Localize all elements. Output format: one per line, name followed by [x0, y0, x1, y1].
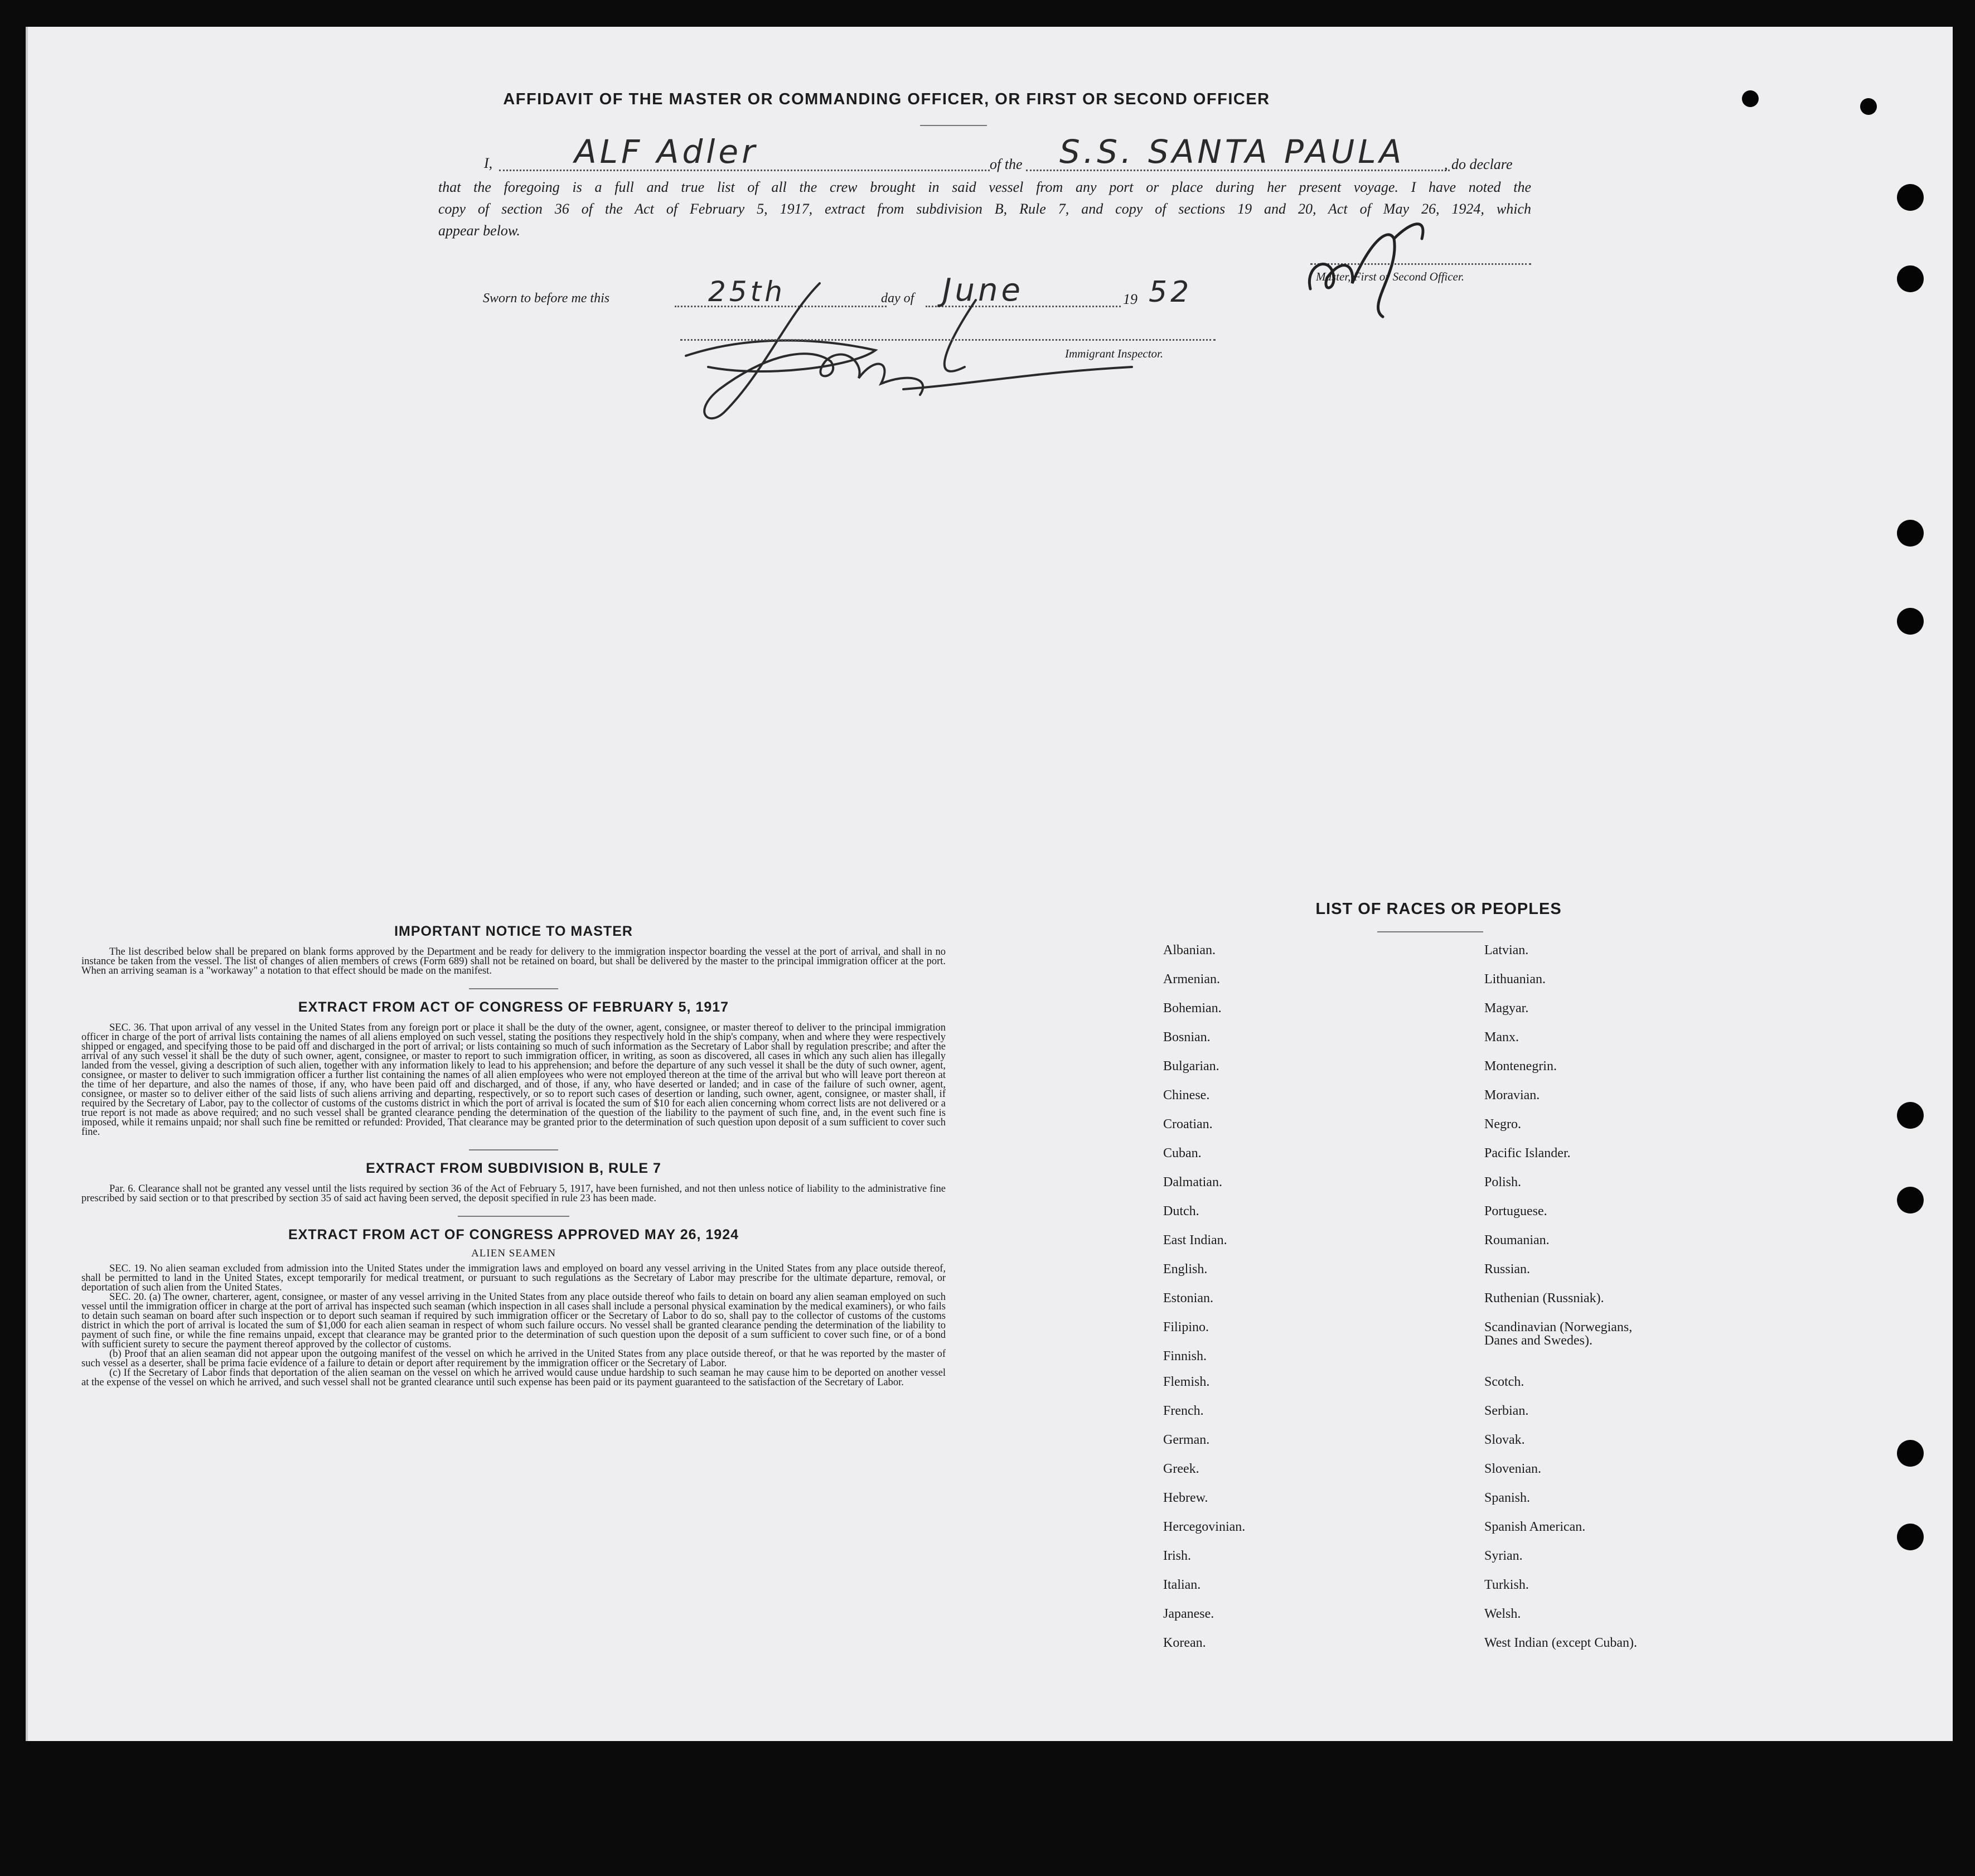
punch-hole [1897, 1524, 1924, 1550]
alien-seamen-subheading: ALIEN SEAMEN [471, 1248, 556, 1259]
race-item: German. [1163, 1433, 1210, 1447]
race-item: East Indian. [1163, 1233, 1227, 1248]
race-item: Armenian. [1163, 972, 1220, 987]
officer-caption: Master, First or Second Officer. [1316, 270, 1464, 283]
extract-1917-body: SEC. 36. That upon arrival of any vessel in the United States from any foreign port or place it shall be the duty of the owner, agent, consignee, or master thereof to deliver to the principal immigration officer in charge of the port of arrival lists containing the names of all aliens employed on such vessel, stating the positions they respectively hold in the ship's company, when and where they were respectively shipped or engaged, and specifying those to be paid off and discharged in the port of arrival; or lists containing so much of such information as the Secretary of Labor shall by regulation prescribe; and after the arrival of any such vessel it shall be the duty of such owner, agent, consignee, or master to report to such immigration officer, in writing, as soon as discovered, all cases in which any such alien has illegally landed from the vessel, giving a description of such alien, together with any information likely to lead to his apprehension; and before the departure of any such vessel it shall be the duty of such owner, agent, consignee, or master to deliver to such immigration officer a further list containing the names of all alien employees who were not employed thereon at the time of the arrival but who will leave port thereon at the time of her departure, and also the names of those, if any, who have been paid off and discharged, and of those, if any, who have deserted or landed; and in case of the failure of such owner, agent, consignee, or master so to deliver either of the said lists of such aliens arriving and departing, respectively, or so to report such cases of desertion or landing, such owner, agent, consignee, or master shall, if required by the Secretary of Labor, pay to the collector of customs of the customs district in which the port of arrival is located the sum of $10 for each alien concerning whom correct lists are not delivered or a true report is not made as above required; and no such vessel shall be granted clearance pending the determination of the question of the liability to the payment of such fine, and, in the event such fine is imposed, while it remains unpaid; nor shall such fine be remitted or refunded: Provided, That clearance may be granted prior to the determination of such question upon deposit of a sum sufficient to cover such fine. [81, 1022, 946, 1138]
race-item: Dutch. [1163, 1204, 1199, 1219]
extract-1924-heading: EXTRACT FROM ACT OF CONGRESS APPROVED MAY 26, 1924 [288, 1227, 739, 1242]
race-item: Manx. [1484, 1030, 1519, 1045]
race-item: English. [1163, 1262, 1208, 1277]
sec19-body: SEC. 19. No alien seaman excluded from admission into the United States under the immigration laws and employed on board any vessel arriving in the United States from any place outside thereof, shall be permitted to land in the United States, except temporarily for medical treatment, or pursuant to such regulations as the Secretary of Labor may prescribe for the ultimate departure, removal, or deportation of such alien from the United States. [81, 1263, 946, 1293]
declaration-line-1: that the foregoing is a full and true list of all the crew brought in said vessel from any port or place during her present voyage. I have noted the [438, 179, 1531, 195]
race-item: Russian. [1484, 1262, 1531, 1277]
extract-rule7-heading: EXTRACT FROM SUBDIVISION B, RULE 7 [366, 1161, 661, 1176]
divider-1 [469, 988, 558, 989]
vessel-name-handwritten: S.S. SANTA PAULA [1059, 133, 1405, 171]
notices-column [81, 924, 946, 1387]
punch-mark [1742, 90, 1759, 107]
race-item: Turkish. [1484, 1578, 1529, 1592]
race-item: Korean. [1163, 1636, 1206, 1650]
race-item: Chinese. [1163, 1088, 1210, 1103]
race-item: Moravian. [1484, 1088, 1540, 1103]
race-item: Montenegrin. [1484, 1059, 1557, 1074]
race-item: French. [1163, 1404, 1204, 1418]
sworn-day-handwritten: 25th [708, 275, 786, 308]
year-prefix: 19 [1123, 291, 1137, 307]
race-item: Serbian. [1484, 1404, 1529, 1418]
race-item: Bulgarian. [1163, 1059, 1219, 1074]
sec20a-body: SEC. 20. (a) The owner, charterer, agent, consignee, or master of any vessel arriving in the United States from any place outside thereof who fails to detain on board any alien seaman employed on such vessel until the immigration officer in charge at the port of arrival has inspected such seaman (which inspection in all cases shall include a personal physical examination by the medical examiners), or who fails to detain such seaman on board after such inspection or to deport such seaman if required by such immigration officer or the Secretary of Labor to do so, shall pay to the collector of customs of the customs district in which the port of arrival is located the sum of $1,000 for each alien seaman in respect of whom such failure occurs. No vessel shall be granted clearance pending the determination of the liability to payment of such fine, or while the fine remains unpaid, except that clearance may be granted prior to the determination of such question upon the deposit of a sum sufficient to cover such fine, or of a bond with sufficient surety to secure the payment thereof approved by the collector of customs. [81, 1292, 946, 1350]
punch-hole [1897, 184, 1924, 211]
race-item: Filipino. [1163, 1320, 1209, 1335]
divider-2 [469, 1149, 558, 1150]
race-item: Japanese. [1163, 1607, 1214, 1621]
race-item: Cuban. [1163, 1146, 1202, 1161]
race-item: Spanish American. [1484, 1520, 1586, 1534]
race-item: Slovenian. [1484, 1462, 1541, 1476]
race-item: Scandinavian (Norwegians, Danes and Swedes). [1484, 1320, 1633, 1348]
punch-hole [1897, 1187, 1924, 1213]
races-heading: LIST OF RACES OR PEOPLES [1315, 900, 1562, 918]
affidavit-title: AFFIDAVIT OF THE MASTER OR COMMANDING OFFICER, OR FIRST OR SECOND OFFICER [503, 90, 1270, 108]
of-the-label: of the [990, 156, 1023, 172]
declaration-line-3: appear below. [438, 223, 520, 239]
extract-1917-heading: EXTRACT FROM ACT OF CONGRESS OF FEBRUARY 5, 1917 [298, 999, 729, 1015]
race-item: Bosnian. [1163, 1030, 1211, 1045]
race-item: Greek. [1163, 1462, 1199, 1476]
race-item: Hercegovinian. [1163, 1520, 1246, 1534]
race-item: Ruthenian (Russniak). [1484, 1291, 1604, 1306]
race-item: Polish. [1484, 1175, 1522, 1190]
race-item: Dalmatian. [1163, 1175, 1222, 1190]
race-item: Negro. [1484, 1117, 1521, 1132]
notice-heading: IMPORTANT NOTICE TO MASTER [394, 924, 633, 939]
officer-signature [1288, 205, 1455, 322]
declaration-line-2: copy of section 36 of the Act of February 5, 1917, extract from subdivision B, Rule 7, and copy of sections 19 and 20, Act of May 26, 1924, which [438, 201, 1531, 217]
punch-hole [1897, 1102, 1924, 1129]
sec20b-body: (b) Proof that an alien seaman did not appear upon the outgoing manifest of the vessel on which he arrived in the United States from any place outside thereof, or that he was reported by the master of such vessel as a deserter, shall be prima facie evidence of a failure to detain or deport after requirement by the immigration officer or the Secretary of Labor. [81, 1348, 946, 1369]
notice-body: The list described below shall be prepared on blank forms approved by the Department and be ready for delivery to the immigration inspector boarding the vessel at the port of arrival, and shall in no instance be taken from the vessel. The list of changes of alien members of crews (Form 689) shall not be retained on board, but shall be delivered by the master to the principal immigration officer at the port. When an arriving seaman is a "workaway" a notation to that effect should be made on the manifest. [81, 946, 946, 976]
punch-hole [1897, 1440, 1924, 1467]
race-item: Magyar. [1484, 1001, 1529, 1016]
race-item: Latvian. [1484, 943, 1529, 958]
year-handwritten: 52 [1149, 275, 1193, 309]
race-item: Scotch. [1484, 1375, 1524, 1389]
race-item: Lithuanian. [1484, 972, 1546, 987]
race-item: Spanish. [1484, 1491, 1531, 1505]
title-divider [920, 125, 987, 126]
race-item: West Indian (except Cuban). [1484, 1636, 1637, 1650]
punch-hole [1897, 520, 1924, 547]
affidavit-i-label: I, [484, 155, 493, 171]
race-item: Croatian. [1163, 1117, 1213, 1132]
race-item: Slovak. [1484, 1433, 1525, 1447]
race-item: Portuguese. [1484, 1204, 1547, 1219]
races-divider [1377, 931, 1483, 932]
race-item: Albanian. [1163, 943, 1216, 958]
punch-hole [1897, 265, 1924, 292]
day-of-label: day of [881, 291, 914, 306]
inspector-signature [641, 250, 1199, 434]
race-item: Pacific Islander. [1484, 1146, 1571, 1161]
punch-mark [1860, 98, 1877, 115]
race-item: Hebrew. [1163, 1491, 1208, 1505]
race-item: Italian. [1163, 1578, 1201, 1592]
punch-hole [1897, 608, 1924, 635]
race-item: Finnish. [1163, 1349, 1207, 1364]
sworn-month-handwritten: June [942, 272, 1024, 308]
inspector-signature-line [680, 339, 1216, 341]
race-item: Bohemian. [1163, 1001, 1222, 1016]
sec20c-body: (c) If the Secretary of Labor finds that deportation of the alien seaman on the vessel on which he arrived would cause undue hardship to such seaman he may cause him to be deported on another vessel at the expense of the vessel on which he arrived, and such vessel shall not be granted clearance until such expense has been paid or its payment guaranteed to the satisfaction of the Secretary of Labor. [81, 1367, 946, 1388]
do-declare-label: , do declare [1444, 156, 1513, 172]
divider-3 [458, 1216, 569, 1217]
sworn-label: Sworn to before me this [483, 291, 610, 306]
race-item: Estonian. [1163, 1291, 1213, 1306]
inspector-caption: Immigrant Inspector. [1065, 347, 1164, 360]
race-item: Irish. [1163, 1549, 1191, 1563]
master-name-handwritten: ALF Adler [574, 133, 758, 171]
race-item: Welsh. [1484, 1607, 1521, 1621]
race-item: Roumanian. [1484, 1233, 1550, 1248]
form-page [26, 27, 1953, 1741]
race-item: Flemish. [1163, 1375, 1210, 1389]
extract-rule7-body: Par. 6. Clearance shall not be granted any vessel until the lists required by section 36 of the Act of February 5, 1917, have been furnished, and not then unless notice of liability to the administrative fine prescribed by said section or to that prescribed by section 35 of said act having been served, the deposit specified in rule 23 has been made. [81, 1183, 946, 1204]
race-item: Syrian. [1484, 1549, 1523, 1563]
